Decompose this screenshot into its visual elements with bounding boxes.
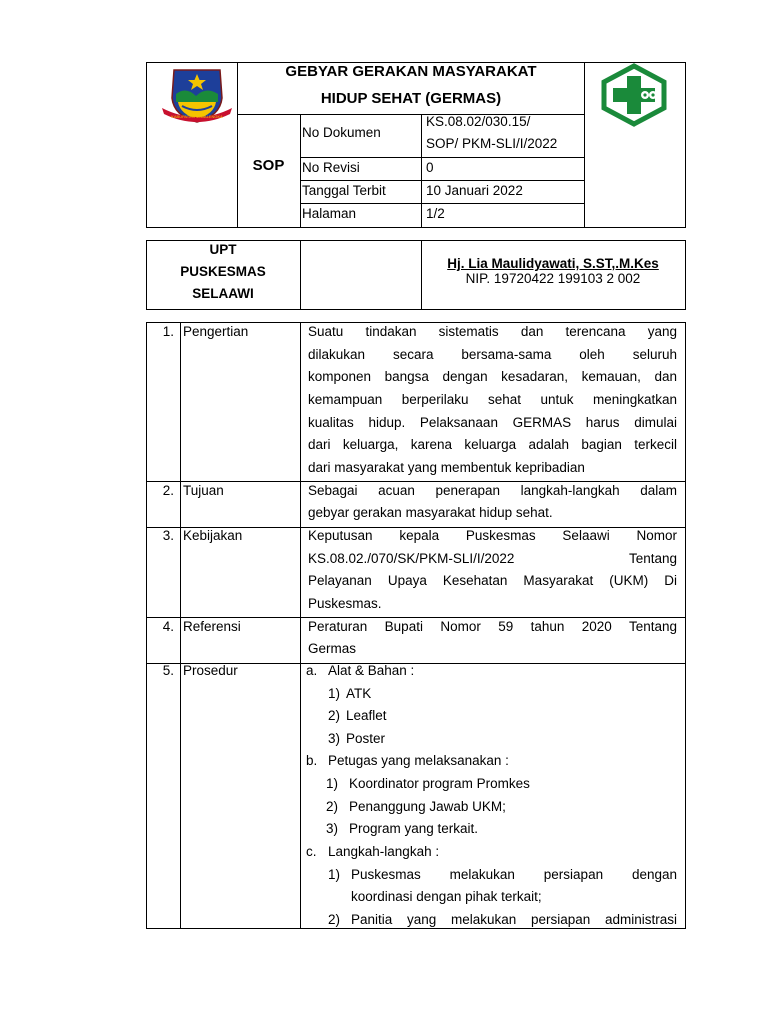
list-marker: 3) xyxy=(328,731,341,746)
paragraph-line: Puskesmas. xyxy=(308,596,382,611)
paragraph-line: Germas xyxy=(308,641,357,656)
paragraph-line: kualitas hidup. Pelaksanaan GERMAS harus dimulai xyxy=(308,415,677,430)
document-title-line1: GEBYAR GERAKAN MASYARAKAT xyxy=(285,63,537,80)
list-item-text: ATK xyxy=(346,686,372,701)
list-marker: 1) xyxy=(326,776,339,791)
list-item-text: Leaflet xyxy=(346,708,387,723)
tanggal-terbit-label: Tanggal Terbit xyxy=(302,183,386,198)
paragraph-line: kemampuan berperilaku sehat untuk meningkatkan xyxy=(308,392,677,407)
list-item-text: Program yang terkait. xyxy=(349,821,479,836)
svg-text:KABUPATEN MAJALENGKA: KABUPATEN MAJALENGKA xyxy=(171,114,223,119)
list-item-text: Alat & Bahan : xyxy=(328,663,415,678)
signatory-nip: NIP. 19720422 199103 2 002 xyxy=(465,271,641,286)
no-dokumen-value-line2: SOP/ PKM-SLI/I/2022 xyxy=(426,136,558,151)
paragraph-line: gebyar gerakan masyarakat hidup sehat. xyxy=(308,505,553,520)
org-name-line2: PUSKESMAS xyxy=(180,264,266,279)
list-marker: 1) xyxy=(328,686,341,701)
list-marker: 3) xyxy=(326,821,339,836)
paragraph-line: Suatu tindakan sistematis dan terencana yang xyxy=(308,324,677,339)
list-item-text: Puskesmas melakukan persiapan dengan xyxy=(351,867,677,882)
paragraph-line: komponen bangsa dengan kesadaran, kemauan, dan xyxy=(308,369,677,384)
org-name-line1: UPT xyxy=(209,242,237,257)
section-label: Tujuan xyxy=(183,483,224,498)
paragraph-line: Peraturan Bupati Nomor 59 tahun 2020 Tentang xyxy=(308,619,677,634)
list-marker: 2) xyxy=(326,799,339,814)
list-item-text: Poster xyxy=(346,731,386,746)
section-number: 2. xyxy=(162,483,174,498)
no-dokumen-label: No Dokumen xyxy=(302,125,381,140)
puskesmas-logo-icon xyxy=(598,62,670,128)
list-item-text: Penanggung Jawab UKM; xyxy=(349,799,506,814)
paragraph-line: dilakukan secara bersama-sama oleh seluruh xyxy=(308,347,677,362)
section-number: 3. xyxy=(162,528,174,543)
paragraph-line: KS.08.02./070/SK/PKM-SLI/I/2022 Tentang xyxy=(308,551,677,566)
sop-label: SOP xyxy=(252,157,285,174)
list-marker: a. xyxy=(306,663,318,678)
section-number: 5. xyxy=(162,663,174,678)
district-logo-icon xyxy=(160,64,234,128)
section-number: 1. xyxy=(162,324,174,339)
section-label: Prosedur xyxy=(183,663,238,678)
paragraph-line: Keputusan kepala Puskesmas Selaawi Nomor xyxy=(308,528,677,543)
no-revisi-label: No Revisi xyxy=(302,160,360,175)
list-marker: c. xyxy=(306,844,317,859)
list-item-text: Petugas yang melaksanakan : xyxy=(328,753,509,768)
no-revisi-value: 0 xyxy=(426,160,434,175)
halaman-value: 1/2 xyxy=(426,206,445,221)
list-item-text: Langkah-langkah : xyxy=(328,844,440,859)
section-label: Pengertian xyxy=(183,324,249,339)
tanggal-terbit-value: 10 Januari 2022 xyxy=(426,183,523,198)
org-name-line3: SELAAWI xyxy=(192,286,254,301)
paragraph-line: Sebagai acuan penerapan langkah-langkah dalam xyxy=(308,483,677,498)
halaman-label: Halaman xyxy=(302,206,357,221)
list-marker: 2) xyxy=(328,912,341,927)
list-marker: b. xyxy=(306,753,318,768)
list-marker: 1) xyxy=(328,867,341,882)
list-item-text: koordinasi dengan pihak terkait; xyxy=(351,889,542,904)
document-title-line2: HIDUP SEHAT (GERMAS) xyxy=(320,90,502,107)
paragraph-line: Pelayanan Upaya Kesehatan Masyarakat (UKM) Di xyxy=(308,573,677,588)
list-item-text: Panitia yang melakukan persiapan administrasi xyxy=(351,912,677,927)
no-dokumen-value-line1: KS.08.02/030.15/ xyxy=(426,114,531,129)
paragraph-line: dari masyarakat yang membentuk kepribadian xyxy=(308,460,585,475)
section-label: Referensi xyxy=(183,619,241,634)
list-item-text: Koordinator program Promkes xyxy=(349,776,530,791)
section-number: 4. xyxy=(162,619,174,634)
section-label: Kebijakan xyxy=(183,528,243,543)
signatory-name: Hj. Lia Maulidyawati, S.ST,.M.Kes xyxy=(447,256,659,271)
paragraph-line: dari keluarga, karena keluarga adalah bagian terkecil xyxy=(308,437,677,452)
list-marker: 2) xyxy=(328,708,341,723)
